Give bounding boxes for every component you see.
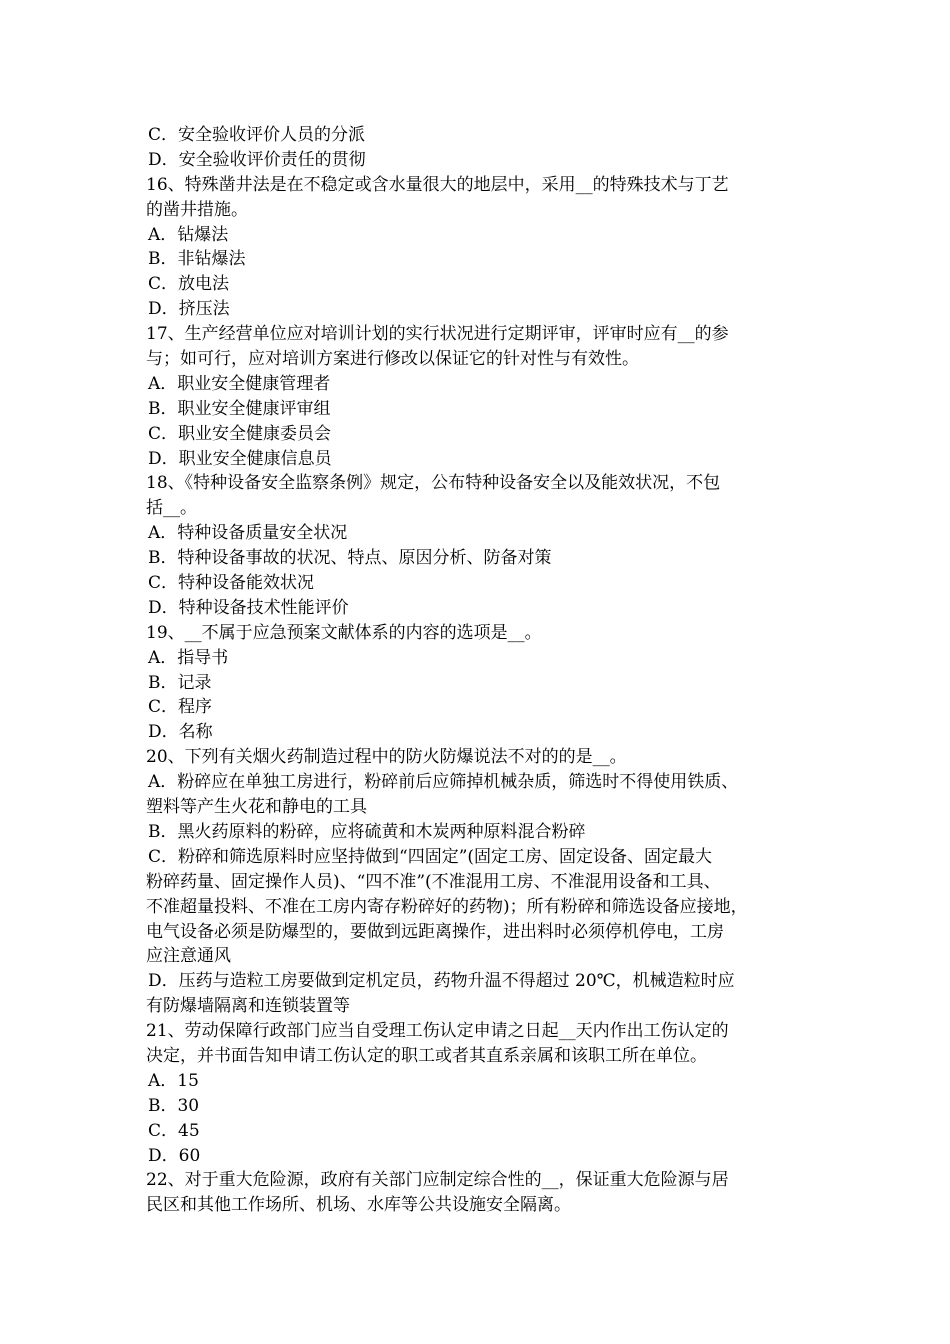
answer-option-line: D．名称 <box>148 722 213 743</box>
question-text-line: 不准超量投料、不准在工房内寄存粉碎好的药物)；所有粉碎和筛选设备应接地， <box>146 896 748 917</box>
answer-option-line: B．特种设备事故的状况、特点、原因分析、防备对策 <box>148 548 552 569</box>
question-text-line: 塑料等产生火花和静电的工具 <box>146 797 367 818</box>
question-text-line: 的凿井措施。 <box>146 199 248 220</box>
answer-option-line: C．安全验收评价人员的分派 <box>148 125 366 145</box>
answer-option-line: A．职业安全健康管理者 <box>148 373 331 394</box>
answer-option-line: C．职业安全健康委员会 <box>148 423 332 444</box>
question-text-line: 决定，并书面告知申请工伤认定的职工或者其直系亲属和该职工所在单位。 <box>146 1045 707 1066</box>
answer-option-line: B．黑火药原料的粉碎，应将硫黄和木炭两种原料混合粉碎 <box>148 821 586 842</box>
answer-option-line: C．放电法 <box>148 274 230 295</box>
question-text-line: 21、劳动保障行政部门应当自受理工伤认定申请之日起__天内作出工伤认定的 <box>146 1021 729 1042</box>
question-text-line: 19、__不属于应急预案文献体系的内容的选项是__。 <box>146 622 542 643</box>
answer-option-line: D．压药与造粒工房要做到定机定员，药物升温不得超过 20℃，机械造粒时应 <box>148 971 735 992</box>
question-text-line: 17、生产经营单位应对培训计划的实行状况进行定期评审，评审时应有__的参 <box>146 324 729 345</box>
answer-option-line: B．记录 <box>148 672 212 693</box>
answer-option-line: B．30 <box>148 1095 200 1116</box>
answer-option-line: C．程序 <box>148 697 213 718</box>
answer-option-line: D．60 <box>148 1145 201 1166</box>
question-text-line: 应注意通风 <box>146 946 231 967</box>
question-text-line: 与；如可行，应对培训方案进行修改以保证它的针对性与有效性。 <box>146 349 639 370</box>
question-text-line: 电气设备必须是防爆型的，要做到远距离操作，进出料时必须停机停电，工房 <box>146 921 724 942</box>
answer-option-line: B．非钻爆法 <box>148 249 246 270</box>
answer-option-line: C．45 <box>148 1120 200 1141</box>
question-text-line: 括__。 <box>146 498 197 519</box>
document-page <box>146 123 826 1218</box>
answer-option-line: C．粉碎和筛选原料时应坚持做到“四固定”(固定工房、固定设备、固定最大 <box>148 846 713 867</box>
answer-option-line: D．挤压法 <box>148 299 230 320</box>
answer-option-line: A．粉碎应在单独工房进行，粉碎前后应筛掉机械杂质，筛选时不得使用铁质、 <box>148 772 739 793</box>
answer-option-line: D．职业安全健康信息员 <box>148 448 332 469</box>
answer-option-line: A．特种设备质量安全状况 <box>148 523 348 544</box>
question-text-line: 有防爆墙隔离和连锁装置等 <box>146 996 350 1017</box>
question-text-line: 16、特殊凿井法是在不稳定或含水量很大的地层中，采用__的特殊技术与丁艺 <box>146 174 729 195</box>
answer-option-line: A．指导书 <box>148 647 229 668</box>
answer-option-line: C．特种设备能效状况 <box>148 573 315 594</box>
answer-option-line: A．15 <box>148 1070 199 1091</box>
answer-option-line: A．钻爆法 <box>148 224 229 245</box>
question-text-line: 22、对于重大危险源，政府有关部门应制定综合性的__，保证重大危险源与居 <box>146 1170 729 1191</box>
answer-option-line: B．职业安全健康评审组 <box>148 398 331 419</box>
question-text-line: 20、下列有关烟火药制造过程中的防火防爆说法不对的的是__。 <box>146 747 627 768</box>
question-text-line: 18、《特种设备安全监察条例》规定，公布特种设备安全以及能效状况，不包 <box>146 473 721 494</box>
question-text-line: 粉碎药量、固定操作人员)、“四不准”(不准混用工房、不准混用设备和工具、 <box>146 871 721 892</box>
answer-option-line: D．特种设备技术性能评价 <box>148 597 349 618</box>
question-text-line: 民区和其他工作场所、机场、水库等公共设施安全隔离。 <box>146 1195 571 1216</box>
answer-option-line: D．安全验收评价责任的贯彻 <box>148 149 366 170</box>
